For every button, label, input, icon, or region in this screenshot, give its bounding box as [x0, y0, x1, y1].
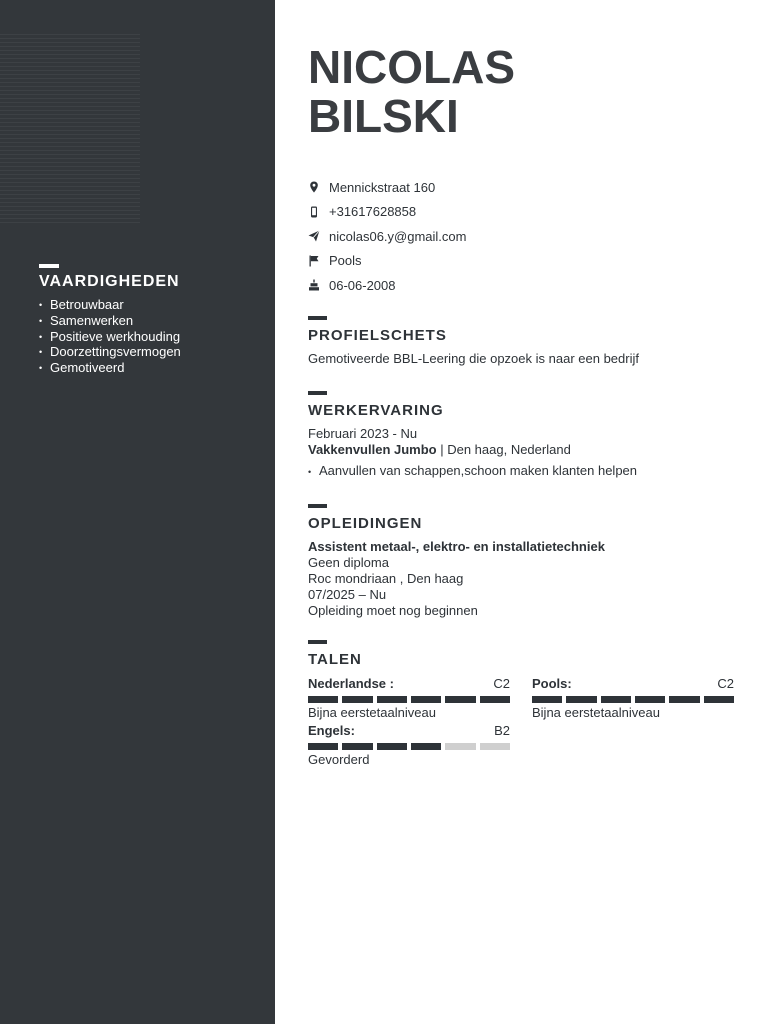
experience-employer: Vakkenvullen Jumbo: [308, 442, 437, 457]
language-name: Pools:: [532, 676, 572, 691]
education-degree: Assistent metaal-, elektro- en installatietechniek: [308, 539, 605, 554]
contact-list: [308, 175, 466, 298]
education-body: [308, 539, 738, 619]
contact-nationality: [308, 249, 466, 274]
section-bar: [308, 316, 327, 320]
education-diploma: Geen diploma: [308, 555, 389, 570]
language-level: B2: [494, 723, 510, 738]
rating-segment: [308, 743, 338, 750]
language-level: C2: [493, 676, 510, 691]
profile-section: [308, 316, 738, 367]
profile-text: Gemotiveerde BBL-Leering die opzoek is naar een bedrijf: [308, 351, 639, 366]
language-name: Nederlandse :: [308, 676, 394, 691]
language-item: [532, 676, 734, 720]
language-name: Engels:: [308, 723, 355, 738]
contact-address: [308, 175, 466, 200]
birthday-cake-icon: [308, 279, 320, 291]
language-description: Bijna eerstetaalniveau: [308, 705, 436, 720]
rating-segment: [635, 696, 665, 703]
rating-segment: [532, 696, 562, 703]
experience-body: [308, 426, 738, 479]
skill-item: • Positieve werkhouding: [39, 329, 181, 345]
contact-phone-text: +31617628858: [329, 204, 417, 220]
experience-location: | Den haag, Nederland: [436, 442, 571, 457]
languages-section: [308, 640, 738, 669]
section-bar: [308, 640, 327, 644]
skill-item: • Doorzettingsvermogen: [39, 344, 181, 360]
education-section: [308, 504, 738, 619]
language-rating-bar: [308, 696, 510, 703]
phone-icon: [308, 206, 320, 218]
language-rating-bar: [532, 696, 734, 703]
skills-title-bar: [39, 264, 59, 268]
rating-segment: [445, 743, 475, 750]
education-note: Opleiding moet nog beginnen: [308, 603, 478, 618]
rating-segment: [601, 696, 631, 703]
education-period: 07/2025 – Nu: [308, 587, 387, 602]
rating-segment: [480, 696, 510, 703]
contact-phone: [308, 200, 466, 225]
contact-email: [308, 224, 466, 249]
experience-section: [308, 391, 738, 479]
contact-email-text: nicolas06.y@gmail.com: [329, 228, 467, 244]
languages-title: TALEN: [308, 651, 362, 668]
language-description: Gevorderd: [308, 752, 370, 767]
experience-period: Februari 2023 - Nu: [308, 426, 418, 441]
language-item: [308, 676, 510, 720]
rating-segment: [377, 743, 407, 750]
rating-segment: [445, 696, 475, 703]
skill-item: • Betrouwbaar: [39, 297, 181, 313]
experience-employer-line: [308, 442, 738, 458]
skill-item: • Samenwerken: [39, 313, 181, 329]
rating-segment: [342, 743, 372, 750]
rating-segment: [669, 696, 699, 703]
profile-title: PROFIELSCHETS: [308, 327, 447, 344]
section-bar: [308, 391, 327, 395]
send-icon: [308, 230, 320, 242]
location-pin-icon: [308, 181, 320, 193]
sidebar: [0, 0, 275, 1024]
language-level: C2: [717, 676, 734, 691]
experience-title: WERKERVARING: [308, 402, 444, 419]
person-name: NICOLAS BILSKI: [308, 41, 515, 142]
contact-nationality-text: Pools: [329, 253, 362, 269]
contact-birthdate-text: 06-06-2008: [329, 277, 396, 293]
experience-task: • Aanvullen van schappen,schoon maken klanten helpen: [308, 463, 738, 479]
contact-address-text: Mennickstraat 160: [329, 179, 436, 195]
rating-segment: [411, 743, 441, 750]
rating-segment: [377, 696, 407, 703]
section-bar: [308, 504, 327, 508]
rating-segment: [704, 696, 734, 703]
skills-list: [39, 297, 181, 376]
education-title: OPLEIDINGEN: [308, 515, 423, 532]
decorative-stripes: [0, 34, 140, 226]
rating-segment: [308, 696, 338, 703]
rating-segment: [566, 696, 596, 703]
education-school: Roc mondriaan , Den haag: [308, 571, 464, 586]
rating-segment: [480, 743, 510, 750]
flag-icon: [308, 255, 320, 267]
rating-segment: [411, 696, 441, 703]
contact-birthdate: [308, 273, 466, 298]
language-description: Bijna eerstetaalniveau: [532, 705, 660, 720]
skill-item: • Gemotiveerd: [39, 360, 181, 376]
rating-segment: [342, 696, 372, 703]
skills-title: VAARDIGHEDEN: [39, 273, 180, 290]
language-item: [308, 723, 510, 767]
language-rating-bar: [308, 743, 510, 750]
